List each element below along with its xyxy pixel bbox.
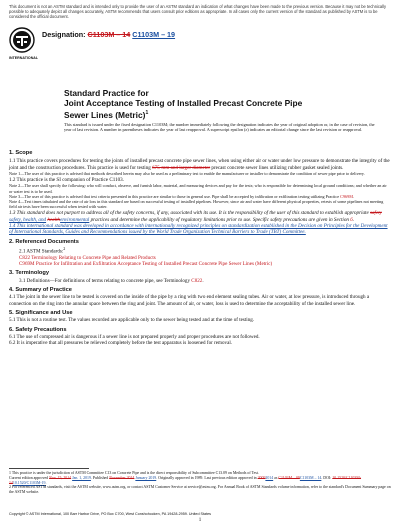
- paragraph-1-4: 1.4 This international standard was developed in accordance with internationally recognized principles on standardization established in the Decision on Principles for the Development of International Standards, Guides and Recommendations issued by the World Trade Organization Technical Barriers to Trade (TBT) Committee.: [9, 223, 388, 236]
- section-scope: [9, 150, 391, 346]
- title-footnote-ref: 1: [145, 110, 149, 116]
- footnote-2: 2 For referenced ASTM standards, visit the ASTM website, www.astm.org, or contact ASTM Customer Service at service@astm.org. For Annual Book of ASTM Standards volume information, refer to the standard's Document Summary page on the ASTM website.: [9, 485, 391, 495]
- astm-standards-label: 2.1 ASTM Standards:$^2$: [19, 245, 66, 255]
- designation-new: C1103M – 19: [132, 30, 176, 39]
- footnote-rule: [9, 468, 89, 469]
- footnotes: [9, 471, 391, 495]
- paragraph-1-3: 1.3 This standard does not purport to address all of the safety concerns, if any, associated with its use. It is the responsibility of the user of this standard to establish appropriate safety safety, health, and healthenvironmental practices and determine the applicability of regulatory limitations prior to use. Specific safety precautions are given in Section 6.: [9, 210, 382, 223]
- change-notice: This document is not an ASTM standard and is intended only to provide the user of an ASTM standard an indication of what changes have been made to the previous version. Because it may not be technically possible to adequately depict all changes accurately, ASTM recommends that users consult prior editions as appropriate. In all cases only the current version of the standard as published by ASTM is to be considered the official document.: [9, 4, 387, 19]
- note-4: Note 4—Test times tabulated and the rate of air loss in this standard are based on successful testing of installed pipelines. However, since air and water have different physical properties, retests of some pipelines not meeting field air tests have been successful when tested with water.: [9, 199, 384, 210]
- paragraph-4-1: 4.1 The joint in the sewer line to be tested is covered on the inside of the pipe by a ring with two end element sealing tubes. Air or water, at low pressure, is introduced through a connection on the ring into the annular space between the ring and joint. The amount of air, or water, loss is used to determine the acceptability of the installed sewer line.: [9, 294, 370, 307]
- ref-link-c969m[interactable]: C969M: [340, 193, 353, 199]
- section-heading: 4. Summary of Practice: [9, 287, 72, 294]
- footnote-1: 1 This practice is under the jurisdiction of ASTM Committee C13 on Concrete Pipe and is the direct responsibility of Subcommittee C13.09 on Methods of Test.: [9, 471, 259, 475]
- note-3: Note 3—The user of this practice is advised that test criteria presented in this practice are similar to those in general use. Pipe shall be accepted by infiltration or exfiltration testing utilizing Practice C969M.: [9, 193, 355, 199]
- standard-issue-note: This standard is issued under the fixed designation C1103M; the number immediately following the designation indicates the year of original adoption or, in the case of revision, the year of last revision. A number in parentheses indicates the year of last reapproval. A superscript epsilon (ε) indicates an editorial change since the last revision or reapproval.: [64, 122, 375, 133]
- footnote-1-dates: Current edition approved Nov. 15, 2014 Jan. 1, 2019. Published November 2014 January 2019. Originally approved in 1989. Last previous edition approved in 20092014 as C1103M – 09C1103M – 14. DOI: 10.1520/C1103M-1410.1520/C1103M-19.: [9, 475, 362, 485]
- section-heading: 5. Significance and Use: [9, 309, 73, 316]
- note-2: Note 2—The user shall specify the following: who will conduct, observe, and furnish labor, material, and measuring devices and pay for the tests; who is responsible for determining local ground conditions; and whether an air or water test is to be used.: [9, 183, 387, 194]
- title-line-3: Sewer Lines (Metric)$^1$: [64, 109, 149, 120]
- paragraph-6-1: 6.1 The use of compressed air is dangerous if a sewer line is not prepared properly and proper procedures are not followed.: [9, 333, 260, 340]
- title-line-1: Standard Practice for: [64, 88, 149, 98]
- reference-c969m[interactable]: C969M Practice for Infiltration and Exfiltration Acceptance Testing of Installed Precast Concrete Pipe Sewer Lines (Metric): [19, 261, 273, 268]
- document-title: [64, 88, 354, 120]
- astm-logo-mark: [9, 27, 35, 55]
- title-line-2: Joint Acceptance Testing of Installed Precast Concrete Pipe: [64, 98, 303, 108]
- paragraph-6-2: 6.2 It is imperative that all pressures be relieved completely before the test apparatus is loosened for removal.: [9, 340, 233, 347]
- designation-old: C1103M – 14: [87, 30, 131, 39]
- paragraph-3-1: 3.1 Definitions—For definitions of terms relating to concrete pipe, see Terminology C822.: [19, 277, 204, 284]
- astm-logo: [9, 27, 39, 65]
- paragraph-1-1: 1.1 This practice covers procedures for testing the joints of installed precast concrete pipe sewer lines, when using either air or water under low pressure to demonstrate the integrity of the joint and the construction procedures. This practice is used for testing 675-mm and larger diameter precast concrete sewer lines utilizing rubber gasket sealed joints.: [9, 158, 390, 171]
- designation-label: Designation:: [42, 30, 86, 39]
- note-1: Note 1—The user of this practice is advised that methods described herein may also be used as a preliminary test to enable the manufacturer or installer to demonstrate the condition of sewer pipe prior to delivery.: [9, 170, 365, 176]
- ref-link-section-6[interactable]: 6: [350, 216, 353, 223]
- reference-c822[interactable]: C822 Terminology Relating to Concrete Pipe and Related Products: [19, 254, 156, 261]
- paragraph-5-1: 5.1 This is not a routine test. The values recorded are applicable only to the sewer being tested and at the time of testing.: [9, 317, 255, 324]
- section-heading: 3. Terminology: [9, 270, 50, 277]
- page-number: 1: [198, 518, 202, 523]
- ref-link-c822[interactable]: C822: [191, 277, 203, 284]
- section-heading: 1. Scope: [9, 150, 33, 156]
- designation: [42, 30, 175, 39]
- deleted-text: 675-mm and larger diameter: [152, 164, 211, 171]
- section-heading: 2. Referenced Documents: [9, 238, 79, 245]
- logo-text: INTERNATIONAL: [9, 56, 39, 60]
- paragraph-1-2: 1.2 This practice is the SI companion of Practice C1103.: [9, 177, 125, 184]
- copyright-footer: Copyright © ASTM International, 100 Barr Harbor Drive, PO Box C700, West Conshohocken, PA 19428-2959. United States: [9, 512, 212, 516]
- section-heading: 6. Safety Precautions: [9, 326, 67, 333]
